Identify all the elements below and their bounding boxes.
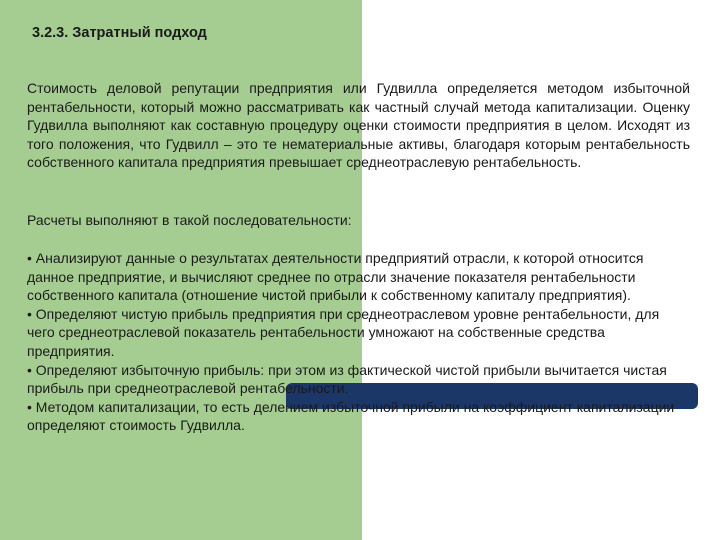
- intro-paragraph: Стоимость деловой репутации предприятия или Гудвилла определяется методом избыточной рентабельности, который можно рассматривать как частный случай метода капитализации. Оценку Гудвилла выполняют как составную процедуру оценки стоимости предприятия в целом. Исходят из того положения, что Гудвилл – это те нематериальные активы, благодаря которым рентабельность собственного капитала предприятия превышает среднеотраслевую рентабельность.: [27, 80, 690, 171]
- step-item-3: • Определяют избыточную прибыль: при этом из фактической чистой прибыли вычитается чистая прибыль при среднеотраслевой рентабельности.: [27, 361, 667, 397]
- steps-list: [27, 249, 690, 435]
- sequence-intro: Расчеты выполняют в такой последовательности:: [27, 212, 352, 228]
- slide-heading: 3.2.3. Затратный подход: [32, 25, 207, 41]
- step-item-2: • Определяют чистую прибыль предприятия при среднеотраслевом уровне рентабельности, для чего среднеотраслевой показатель рентабельности умножают на собственные средства предприятия.: [27, 305, 660, 359]
- step-item-4: • Методом капитализации, то есть делением избыточной прибыли на коэффициент капитализации определяют стоимость Гудвилла.: [27, 398, 675, 434]
- step-item-1: • Анализируют данные о результатах деятельности предприятий отрасли, к которой относится данное предприятие, и вычисляют среднее по отрасли значение показателя рентабельности собственного капитала (отношение чистой прибыли к собственному капиталу предприятия).: [27, 250, 644, 304]
